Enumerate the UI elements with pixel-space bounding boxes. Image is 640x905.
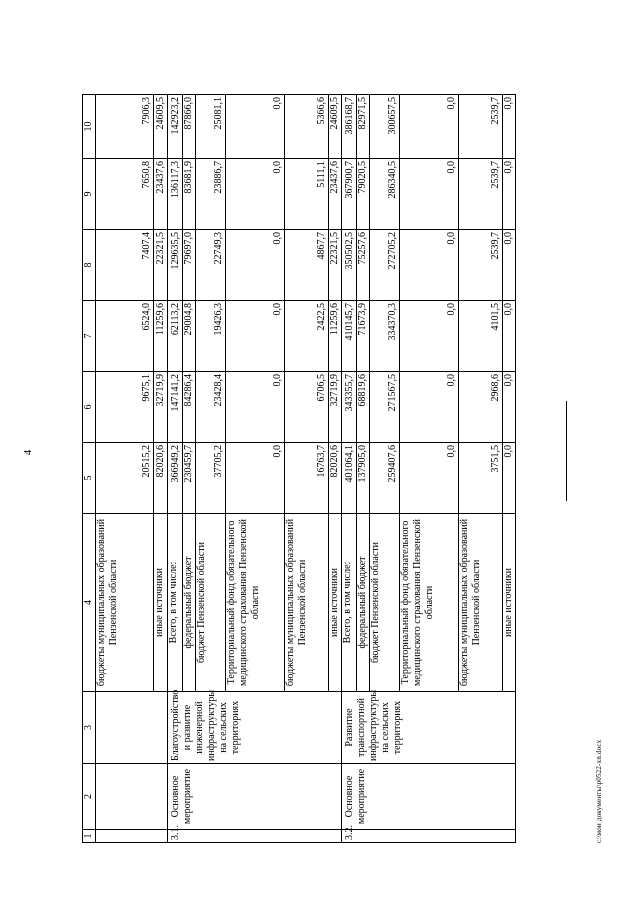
value-cell: 22321,5 — [154, 230, 168, 301]
value-cell: 2422,5 — [285, 301, 329, 372]
funding-source-cell: бюджеты муниципальных образований Пензенской области — [285, 514, 329, 692]
funding-source-cell: иные источники — [329, 514, 342, 692]
value-cell: 20515,2 — [96, 443, 154, 514]
value-cell: 0,0 — [400, 159, 459, 230]
table-row — [342, 95, 357, 843]
funding-source-cell: Всего, в том числе: — [168, 514, 183, 692]
table-body — [83, 95, 516, 843]
event-name-cell — [96, 692, 168, 764]
value-cell: 0,0 — [226, 301, 285, 372]
value-cell: 350502,5 — [342, 230, 357, 301]
value-cell: 82971,5 — [357, 95, 370, 159]
value-cell: 22749,3 — [196, 230, 226, 301]
value-cell: 129635,5 — [168, 230, 183, 301]
value-cell: 0,0 — [503, 372, 516, 443]
value-cell: 11259,6 — [154, 301, 168, 372]
value-cell: 32719,9 — [154, 372, 168, 443]
value-cell: 136117,3 — [168, 159, 183, 230]
column-number: 9 — [83, 159, 96, 230]
value-cell: 24609,5 — [154, 95, 168, 159]
table-row — [96, 95, 154, 843]
value-cell: 87866,0 — [183, 95, 196, 159]
value-cell: 259407,6 — [370, 443, 400, 514]
value-cell: 386168,7 — [342, 95, 357, 159]
funding-source-cell: иные источники — [503, 514, 516, 692]
funding-source-cell: Территориальный фонд обязательного медицинского страхования Пензенской области — [400, 514, 459, 692]
value-cell: 272705,2 — [370, 230, 400, 301]
page-number: 4 — [22, 449, 34, 456]
value-cell: 401064,1 — [342, 443, 357, 514]
value-cell: 29004,8 — [183, 301, 196, 372]
value-cell: 79020,5 — [357, 159, 370, 230]
value-cell: 7906,3 — [96, 95, 154, 159]
value-cell: 84286,4 — [183, 372, 196, 443]
value-cell: 142923,2 — [168, 95, 183, 159]
column-number: 8 — [83, 230, 96, 301]
value-cell: 0,0 — [226, 159, 285, 230]
value-cell: 334370,3 — [370, 301, 400, 372]
value-cell: 11259,6 — [329, 301, 342, 372]
value-cell: 68819,6 — [357, 372, 370, 443]
value-cell: 37705,2 — [196, 443, 226, 514]
value-cell: 23437,6 — [154, 159, 168, 230]
value-cell: 4101,5 — [459, 301, 503, 372]
value-cell: 83681,9 — [183, 159, 196, 230]
value-cell: 367900,7 — [342, 159, 357, 230]
funding-source-cell: иные источники — [154, 514, 168, 692]
footer-file-path: c:\мои документы\p0522-xn.docx — [595, 739, 603, 843]
value-cell: 23428,4 — [196, 372, 226, 443]
column-number: 7 — [83, 301, 96, 372]
value-cell: 0,0 — [503, 443, 516, 514]
value-cell: 0,0 — [226, 95, 285, 159]
value-cell: 0,0 — [400, 230, 459, 301]
value-cell: 75257,6 — [357, 230, 370, 301]
row-number-cell: 3.2. — [342, 830, 516, 843]
value-cell: 271567,5 — [370, 372, 400, 443]
value-cell: 137905,0 — [357, 443, 370, 514]
column-number: 1 — [83, 830, 96, 843]
value-cell: 82020,6 — [329, 443, 342, 514]
column-number: 6 — [83, 372, 96, 443]
value-cell: 286340,5 — [370, 159, 400, 230]
event-name-cell: Развитие транспортной инфраструктуры на сельских территориях — [342, 692, 516, 764]
separator-line — [566, 401, 567, 501]
value-cell: 0,0 — [400, 443, 459, 514]
row-number-cell: 3.1. — [168, 830, 342, 843]
funding-source-cell: федеральный бюджет — [357, 514, 370, 692]
value-cell: 0,0 — [503, 230, 516, 301]
funding-source-cell: Территориальный фонд обязательного медицинского страхования Пензенской области — [226, 514, 285, 692]
value-cell: 25081,1 — [196, 95, 226, 159]
value-cell: 0,0 — [400, 95, 459, 159]
value-cell: 22321,5 — [329, 230, 342, 301]
event-type-cell: Основное мероприятие — [168, 764, 342, 830]
value-cell: 9675,1 — [96, 372, 154, 443]
value-cell: 82020,6 — [154, 443, 168, 514]
column-number: 10 — [83, 95, 96, 159]
value-cell: 366949,2 — [168, 443, 183, 514]
funding-source-cell: Всего, в том числе: — [342, 514, 357, 692]
column-number: 3 — [83, 692, 96, 764]
value-cell: 5111,1 — [285, 159, 329, 230]
value-cell: 7650,8 — [96, 159, 154, 230]
value-cell: 2539,7 — [459, 95, 503, 159]
value-cell: 0,0 — [226, 230, 285, 301]
budget-table — [82, 94, 516, 843]
value-cell: 0,0 — [503, 301, 516, 372]
value-cell: 79697,0 — [183, 230, 196, 301]
table-row — [168, 95, 183, 843]
value-cell: 147141,2 — [168, 372, 183, 443]
row-number-cell — [96, 830, 168, 843]
value-cell: 0,0 — [226, 372, 285, 443]
value-cell: 0,0 — [503, 159, 516, 230]
funding-source-cell: бюджеты муниципальных образований Пензенской области — [96, 514, 154, 692]
value-cell: 0,0 — [400, 301, 459, 372]
value-cell: 24609,5 — [329, 95, 342, 159]
value-cell: 0,0 — [400, 372, 459, 443]
value-cell: 2539,7 — [459, 159, 503, 230]
value-cell: 343355,7 — [342, 372, 357, 443]
value-cell: 62113,2 — [168, 301, 183, 372]
funding-source-cell: бюджеты муниципальных образований Пензенской области — [459, 514, 503, 692]
column-number: 5 — [83, 443, 96, 514]
value-cell: 7407,4 — [96, 230, 154, 301]
value-cell: 410145,7 — [342, 301, 357, 372]
column-number: 4 — [83, 514, 96, 692]
value-cell: 2539,7 — [459, 230, 503, 301]
funding-source-cell: бюджет Пензенской области — [196, 514, 226, 692]
value-cell: 3751,5 — [459, 443, 503, 514]
value-cell: 300657,5 — [370, 95, 400, 159]
value-cell: 71673,9 — [357, 301, 370, 372]
value-cell: 2968,6 — [459, 372, 503, 443]
value-cell: 6524,0 — [96, 301, 154, 372]
value-cell: 23886,7 — [196, 159, 226, 230]
value-cell: 16763,7 — [285, 443, 329, 514]
value-cell: 0,0 — [226, 443, 285, 514]
value-cell: 32719,9 — [329, 372, 342, 443]
event-type-cell — [96, 764, 168, 830]
event-name-cell: Благоустройство и развитие инженерной инфраструктуры на сельских территориях — [168, 692, 342, 764]
value-cell: 4867,7 — [285, 230, 329, 301]
value-cell: 23437,6 — [329, 159, 342, 230]
column-number: 2 — [83, 764, 96, 830]
value-cell: 6706,5 — [285, 372, 329, 443]
funding-source-cell: федеральный бюджет — [183, 514, 196, 692]
value-cell: 5366,6 — [285, 95, 329, 159]
event-type-cell: Основное мероприятие — [342, 764, 516, 830]
value-cell: 0,0 — [503, 95, 516, 159]
column-number-row — [83, 95, 96, 843]
funding-source-cell: бюджет Пензенской области — [370, 514, 400, 692]
value-cell: 19426,3 — [196, 301, 226, 372]
value-cell: 230459,7 — [183, 443, 196, 514]
